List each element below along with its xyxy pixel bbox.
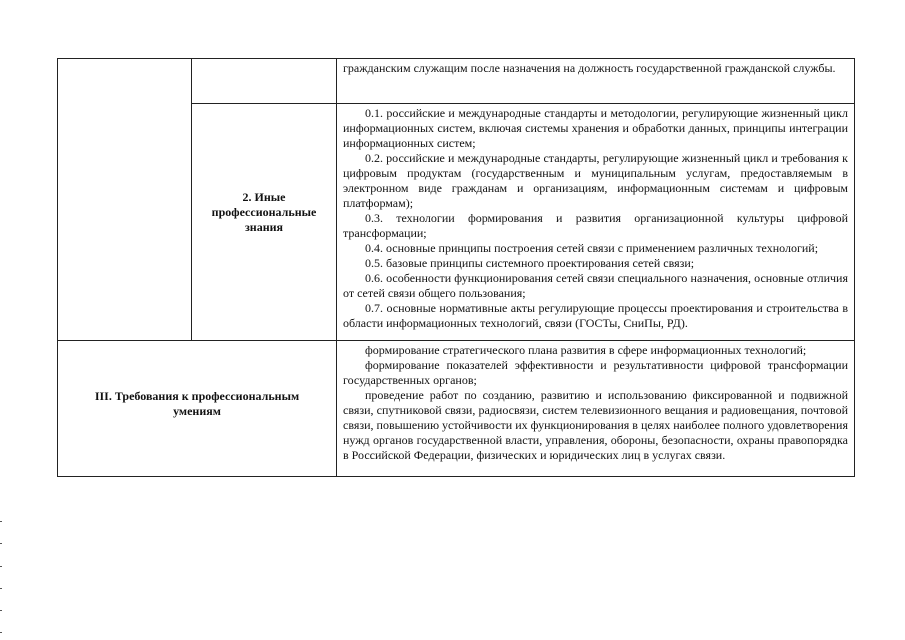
knowledge-item: 0.2. российские и международные стандарты, регулирующие жизненный цикл и требования к цифровым продуктам (государственным и муниципальным услугам, предоставляемым в электронном виде гражданам и организациям, информационным системам и цифровым платформам); (343, 151, 848, 210)
section-heading-cell (58, 341, 337, 477)
knowledge-list-cell (337, 104, 855, 341)
margin-mark (0, 610, 2, 611)
knowledge-item: 0.7. основные нормативные акты регулирующие процессы проектирования и строительства в области информационных технологий, связи (ГОСТы, СниПы, РД). (343, 301, 848, 330)
margin-mark (0, 588, 2, 589)
section-heading-cell (192, 104, 337, 341)
knowledge-item: 0.4. основные принципы построения сетей связи с применением различных технологий; (365, 241, 819, 255)
skills-list-cell (337, 341, 855, 477)
margin-mark (0, 543, 2, 544)
skill-item: формирование показателей эффективности и результативности цифровой трансформации государственных органов; (343, 358, 848, 387)
knowledge-list (337, 104, 854, 334)
knowledge-item: 0.6. особенности функционирования сетей связи специального назначения, основные отличия от сетей связи общего пользования; (343, 271, 848, 300)
table-row (58, 341, 855, 477)
table-row (58, 59, 855, 104)
empty-left-cell (58, 59, 192, 341)
margin-mark (0, 632, 2, 633)
requirements-table (57, 58, 855, 477)
knowledge-item: 0.1. российские и международные стандарты и методологии, регулирующие жизненный цикл информационных систем, включая системы хранения и обработки данных, принципы интеграции информационных систем; (343, 106, 848, 150)
continuation-text: гражданским служащим после назначения на должность государственной гражданской службы. (343, 61, 836, 75)
margin-mark (0, 521, 2, 522)
skill-item: проведение работ по созданию, развитию и использованию фиксированной и подвижной связи, спутниковой связи, радиосвязи, систем телевизионного вещания и радиовещания, почтовой связи, повышению устойчивости их функционирования в целях наиболее полного удовлетворения нужд органов государственной власти, управления, обороны, безопасности, охраны правопорядка в Российской Федерации, физических и юридических лиц в услугах связи. (343, 388, 848, 462)
knowledge-item: 0.5. базовые принципы системного проектирования сетей связи; (365, 256, 695, 270)
continuation-cell (337, 59, 855, 104)
margin-mark (0, 566, 2, 567)
section-heading: 2. Иные профессиональные знания (211, 189, 317, 234)
skill-item: формирование стратегического плана развития в сфере информационных технологий; (365, 343, 807, 357)
empty-middle-cell (192, 59, 337, 104)
skills-list (337, 341, 854, 466)
section-heading: III. Требования к профессиональным умениям (94, 388, 300, 418)
knowledge-item: 0.3. технологии формирования и развития организационной культуры цифровой трансформации; (343, 211, 848, 240)
